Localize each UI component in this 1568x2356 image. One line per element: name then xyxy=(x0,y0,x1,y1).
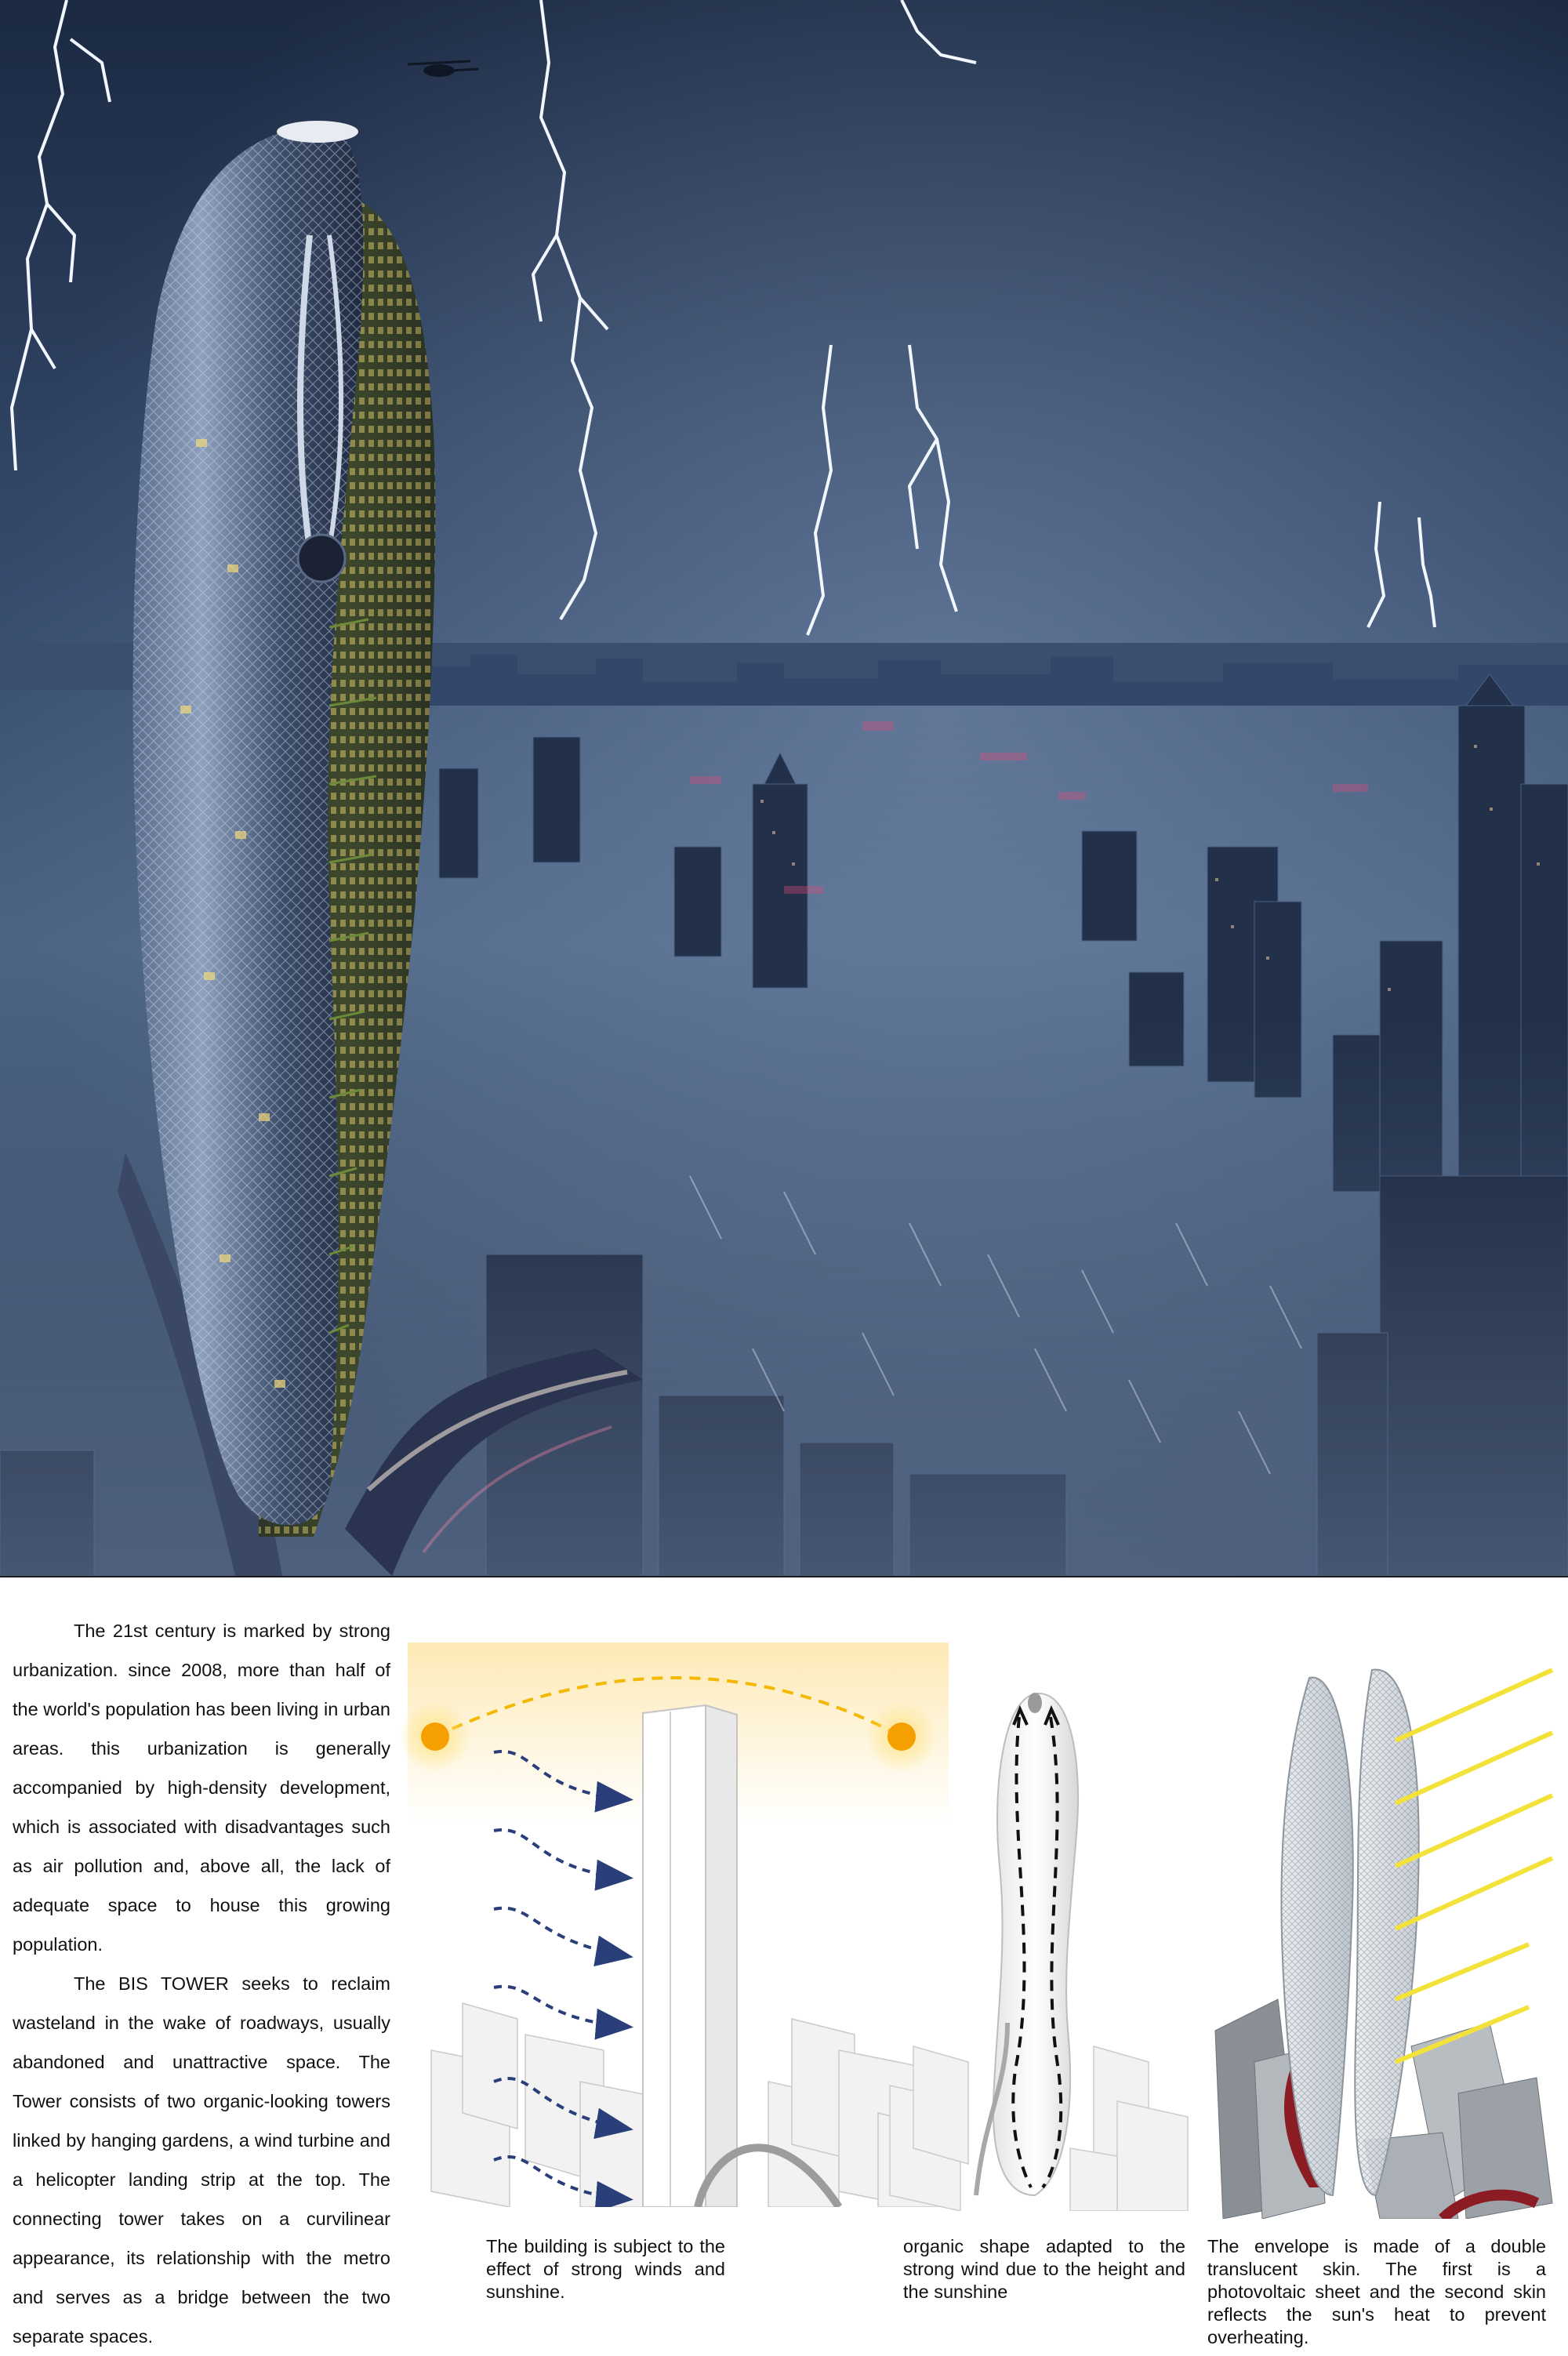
caption-double-skin: The envelope is made of a double translucent skin. The first is a photovoltaic sheet and the second skin reflects the sun's heat to prevent overheating. xyxy=(1207,2236,1546,2347)
caption-wind-sun: The building is subject to the effect of strong winds and sunshine. xyxy=(486,2236,725,2302)
diagram-organic-shape xyxy=(882,1678,1196,2211)
organic-tower-shape xyxy=(993,1693,1078,2195)
sun-icon-left xyxy=(400,1701,471,1773)
diagram-wind-sun xyxy=(400,1643,949,2207)
diagram-tower-block xyxy=(643,1705,737,2207)
intro-paragraph-2: The BIS TOWER seeks to reclaim wasteland in the wake of roadways, usually abandoned and unattractive space. The Tower consists of two organic-looking towers linked by hanging gardens, a wind turbine and a helicopter landing strip at the top. The connecting tower takes on a curvilinear appearance, its relationship with the metro and serves as a bridge between the two separate spaces. xyxy=(13,1973,390,2347)
diagram-double-skin xyxy=(1207,1654,1568,2219)
helipad xyxy=(277,121,358,143)
caption-organic-shape: organic shape adapted to the strong wind due to the height and the sunshine xyxy=(903,2236,1185,2302)
wind-turbine-hub xyxy=(298,535,345,582)
intro-paragraph-1: The 21st century is marked by strong urbanization. since 2008, more than half of the world's population has been living in urban areas. this urbanization is generally accompanied by high-density development, which is associated with disadvantages such as air pollution and, above all, the lack of adequate space to house this growing population. xyxy=(13,1621,390,1955)
intro-text xyxy=(13,1611,390,2356)
